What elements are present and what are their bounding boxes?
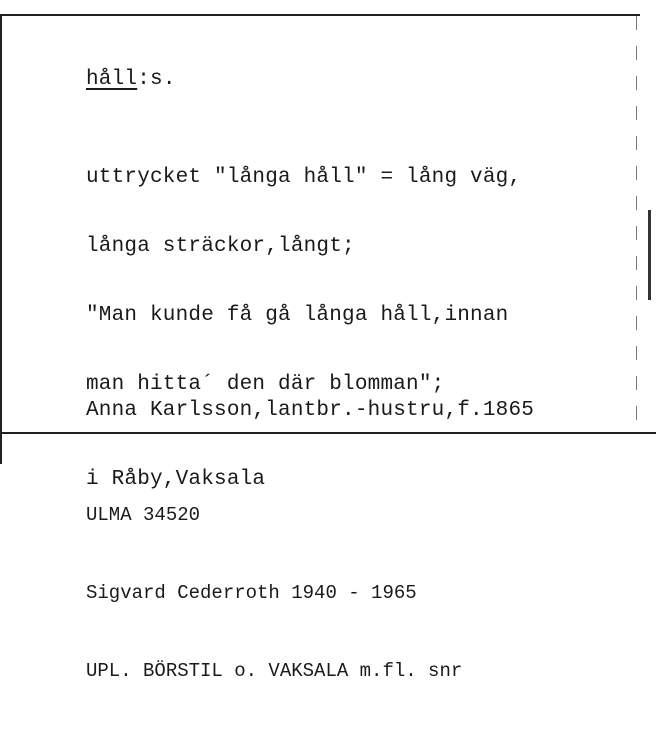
definition-line: uttrycket "långa håll" = lång väg, — [86, 166, 522, 189]
informant-line: i Råby,Vaksala — [86, 468, 266, 491]
card-top-border — [0, 14, 640, 16]
card-left-border — [0, 14, 2, 464]
informant-line: Anna Karlsson,lantbr.-hustru,f.1865 — [86, 399, 535, 422]
definition-line: långa sträckor,långt; — [86, 235, 355, 258]
collector-line: Sigvard Cederroth 1940 - 1965 — [86, 582, 417, 604]
headword-entry — [86, 68, 176, 91]
part-of-speech: :s. — [137, 68, 176, 91]
parish-line: UPL. BÖRSTIL o. VAKSALA m.fl. snr — [86, 660, 463, 682]
scan-edge-mark — [648, 210, 651, 300]
archive-footer — [86, 450, 462, 736]
card-right-border — [636, 16, 637, 436]
headword: håll — [86, 68, 138, 91]
definition-line: "Man kunde få gå långa håll,innan — [86, 304, 509, 327]
definition-line: man hitta´ den där blomman"; — [86, 373, 445, 396]
archive-number: ULMA 34520 — [86, 504, 201, 526]
